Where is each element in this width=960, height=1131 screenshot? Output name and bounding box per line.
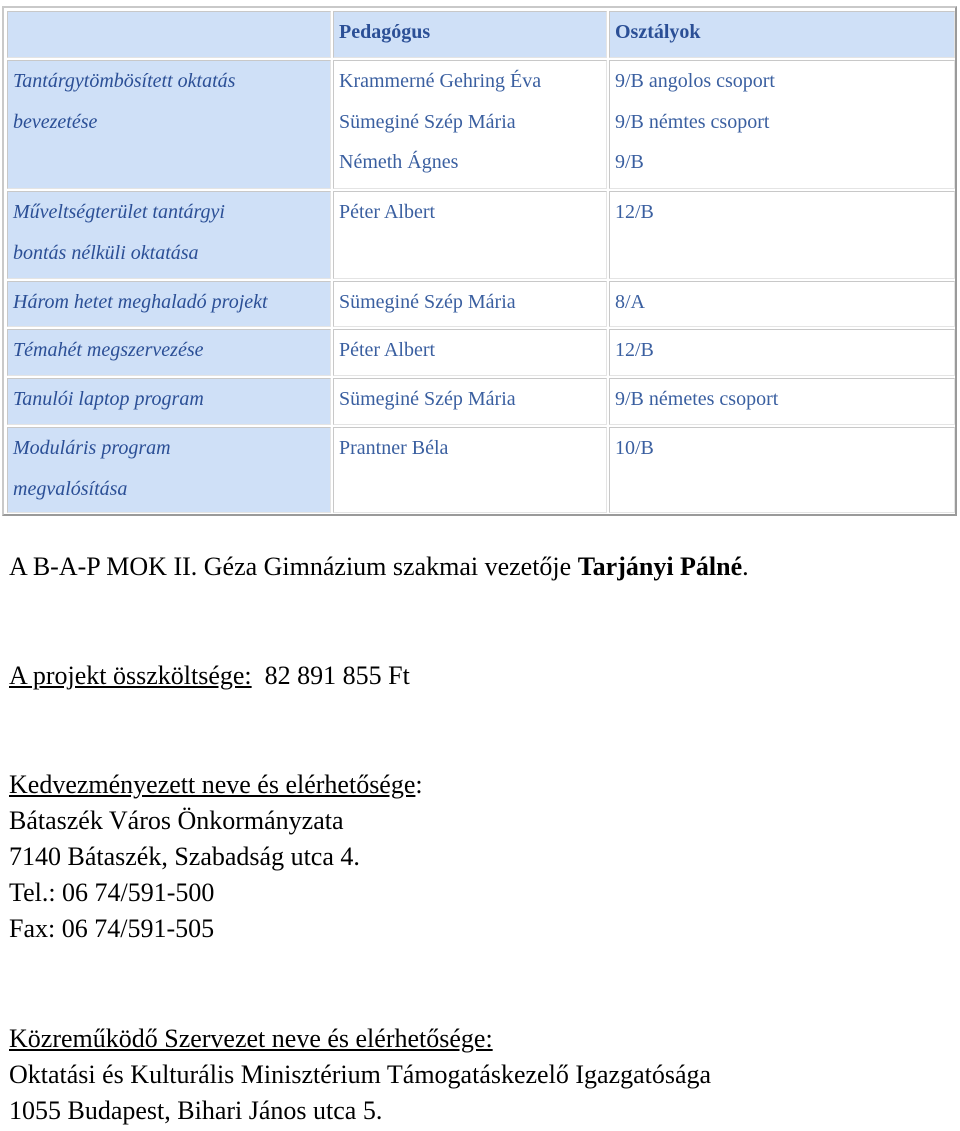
activity-cell [7,60,331,189]
activity-line: bevezetése [13,110,98,133]
teacher-name: Péter Albert [339,339,436,361]
classes-cell [609,329,955,376]
class-entry: 9/B angolos csoport [615,70,775,92]
activity-line: Tanulói laptop program [13,388,204,410]
activity-line: megvalósítása [13,477,128,500]
beneficiary-name: Bátaszék Város Önkormányzata [9,806,344,835]
beneficiary-label: Kedvezményezett neve és elérhetősége [9,770,416,799]
table-row [4,191,955,279]
cost-label: A projekt összköltsége: [9,661,252,690]
beneficiary-fax: Fax: 06 74/591-505 [9,914,215,943]
table-row [4,329,955,376]
header-empty-cell [7,11,331,58]
teacher-name: Prantner Béla [339,437,449,459]
class-entry: 9/B némtes csoport [615,110,770,133]
beneficiary-address: 7140 Bátaszék, Szabadság utca 4. [9,842,360,871]
classes-cell [609,281,955,327]
activity-cell [7,329,331,376]
beneficiary-tel: Tel.: 06 74/591-500 [9,878,215,907]
teacher-name: Sümeginé Szép Mária [339,388,516,410]
intermediary-address: 1055 Budapest, Bihari János utca 5. [9,1096,383,1125]
class-entry: 8/A [615,291,645,313]
class-entry: 12/B [615,201,654,223]
classes-cell [609,60,955,189]
teacher-cell [333,329,607,376]
beneficiary-colon: : [415,770,423,799]
class-entry: 12/B [615,339,654,361]
teacher-cell [333,281,607,327]
teacher-name: Sümeginé Szép Mária [339,291,516,313]
project-cost [9,657,410,694]
intermediary-label: Közreműködő Szervezet neve és elérhetősége: [9,1024,493,1053]
class-entry: 9/B [615,151,644,173]
intermediary-name: Oktatási és Kulturális Minisztérium Támogatáskezelő Igazgatósága [9,1060,712,1089]
activity-cell [7,281,331,327]
header-classes: Osztályok [609,11,955,58]
leader-suffix: . [742,552,749,581]
activity-line: Moduláris program [13,437,171,459]
activity-cell [7,427,331,513]
header-teacher: Pedagógus [333,11,607,58]
classes-cell [609,191,955,279]
activity-cell [7,191,331,279]
projects-table [2,6,957,516]
beneficiary-heading [9,766,423,803]
leader-name: Tarjányi Pálné [577,552,743,581]
leader-line [9,548,749,585]
activity-line: Műveltségterület tantárgyi [13,201,225,223]
teacher-cell [333,60,607,189]
table-header-row [4,11,955,58]
class-entry: 9/B németes csoport [615,388,779,410]
teacher-cell [333,378,607,425]
leader-prefix: A B-A-P MOK II. Géza Gimnázium szakmai vezetője [9,552,578,581]
table-row [4,281,955,327]
class-entry: 10/B [615,437,654,459]
table-row [4,378,955,425]
teacher-cell [333,427,607,513]
activity-line: Három hetet meghaladó projekt [13,291,268,313]
classes-cell [609,378,955,425]
teacher-name: Krammerné Gehring Éva [339,70,542,92]
teacher-name: Németh Ágnes [339,151,459,173]
classes-cell [609,427,955,513]
table-row [4,60,955,189]
activity-line: Témahét megszervezése [13,339,204,361]
table-row [4,427,955,513]
teacher-name: Sümeginé Szép Mária [339,110,516,133]
activity-line: Tantárgytömbösített oktatás [13,70,236,92]
activity-line: bontás nélküli oktatása [13,241,199,264]
teacher-cell [333,191,607,279]
teacher-name: Péter Albert [339,201,436,223]
cost-value: 82 891 855 Ft [264,661,410,690]
activity-cell [7,378,331,425]
